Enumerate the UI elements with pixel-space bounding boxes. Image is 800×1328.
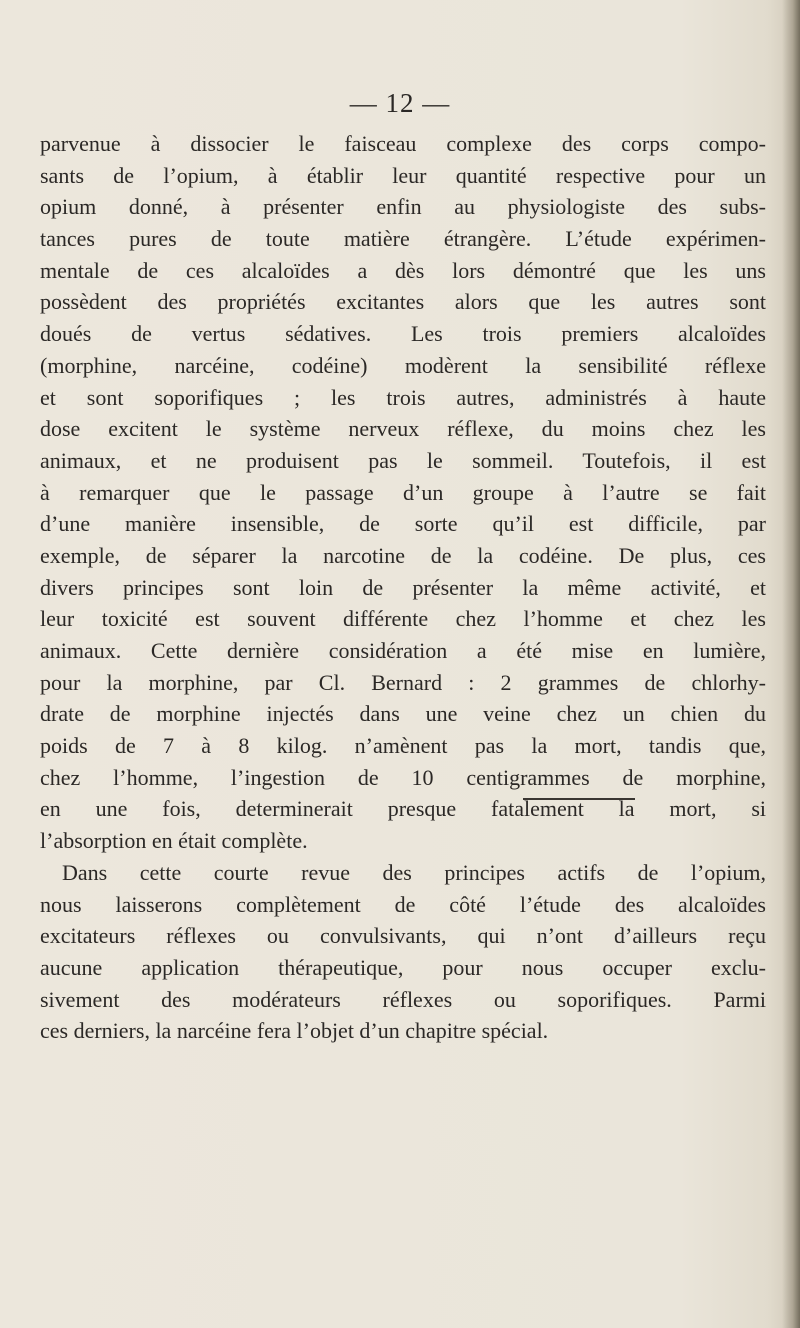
text-line: sants de l’opium, à établir leur quantité respective pour un: [40, 162, 766, 188]
text-line: opium donné, à présenter enfin au physiologiste des subs-: [40, 194, 766, 220]
text-line: poids de 7 à 8 kilog. n’amènent pas la mort, tandis que,: [40, 733, 766, 759]
section-rule: [523, 798, 635, 800]
text-line: ces derniers, la narcéine fera l’objet d’un chapitre spécial.: [40, 1018, 549, 1044]
page-edge-shadow: [782, 0, 800, 1328]
page-number: — 12 —: [349, 88, 451, 118]
text-line: aucune application thérapeutique, pour nous occuper exclu-: [40, 954, 766, 980]
text-line: possèdent des propriétés excitantes alors que les autres sont: [40, 289, 766, 315]
text-line: drate de morphine injectés dans une veine chez un chien du: [40, 701, 766, 727]
text-line: pour la morphine, par Cl. Bernard : 2 grammes de chlorhy-: [40, 669, 766, 695]
text-line: et sont soporifiques ; les trois autres, administrés à haute: [40, 384, 766, 410]
body-text: [40, 128, 766, 1047]
text-line: animaux, et ne produisent pas le sommeil. Toutefois, il est: [40, 447, 766, 473]
text-line: doués de vertus sédatives. Les trois premiers alcaloïdes: [40, 321, 766, 347]
text-line: Dans cette courte revue des principes actifs de l’opium,: [62, 859, 766, 885]
text-line: sivement des modérateurs réflexes ou soporifiques. Parmi: [40, 986, 766, 1012]
text-line: parvenue à dissocier le faisceau complexe des corps compo-: [40, 131, 766, 156]
text-line: à remarquer que le passage d’un groupe à l’autre se fait: [40, 479, 766, 505]
text-line: d’une manière insensible, de sorte qu’il est difficile, par: [40, 511, 766, 537]
text-line: (morphine, narcéine, codéine) modèrent la sensibilité réflexe: [40, 352, 766, 378]
text-line: dose excitent le système nerveux réflexe, du moins chez les: [40, 416, 766, 442]
text-line: en une fois, determinerait presque fatalement la mort, si: [40, 796, 766, 822]
text-line: mentale de ces alcaloïdes a dès lors démontré que les uns: [40, 257, 766, 283]
text-line: animaux. Cette dernière considération a été mise en lumière,: [40, 638, 766, 663]
text-line: tances pures de toute matière étrangère. L’étude expérimen-: [40, 226, 766, 252]
text-line: leur toxicité est souvent différente chez l’homme et chez les: [40, 606, 766, 632]
text-line: excitateurs réflexes ou convulsivants, qui n’ont d’ailleurs reçu: [40, 923, 766, 949]
text-line: chez l’homme, l’ingestion de 10 centigrammes de morphine,: [40, 764, 766, 790]
text-line: nous laisserons complètement de côté l’étude des alcaloïdes: [40, 891, 766, 917]
text-line: exemple, de séparer la narcotine de la codéine. De plus, ces: [40, 542, 766, 568]
text-line: divers principes sont loin de présenter la même activité, et: [40, 574, 766, 600]
text-line: l’absorption en était complète.: [40, 828, 308, 854]
